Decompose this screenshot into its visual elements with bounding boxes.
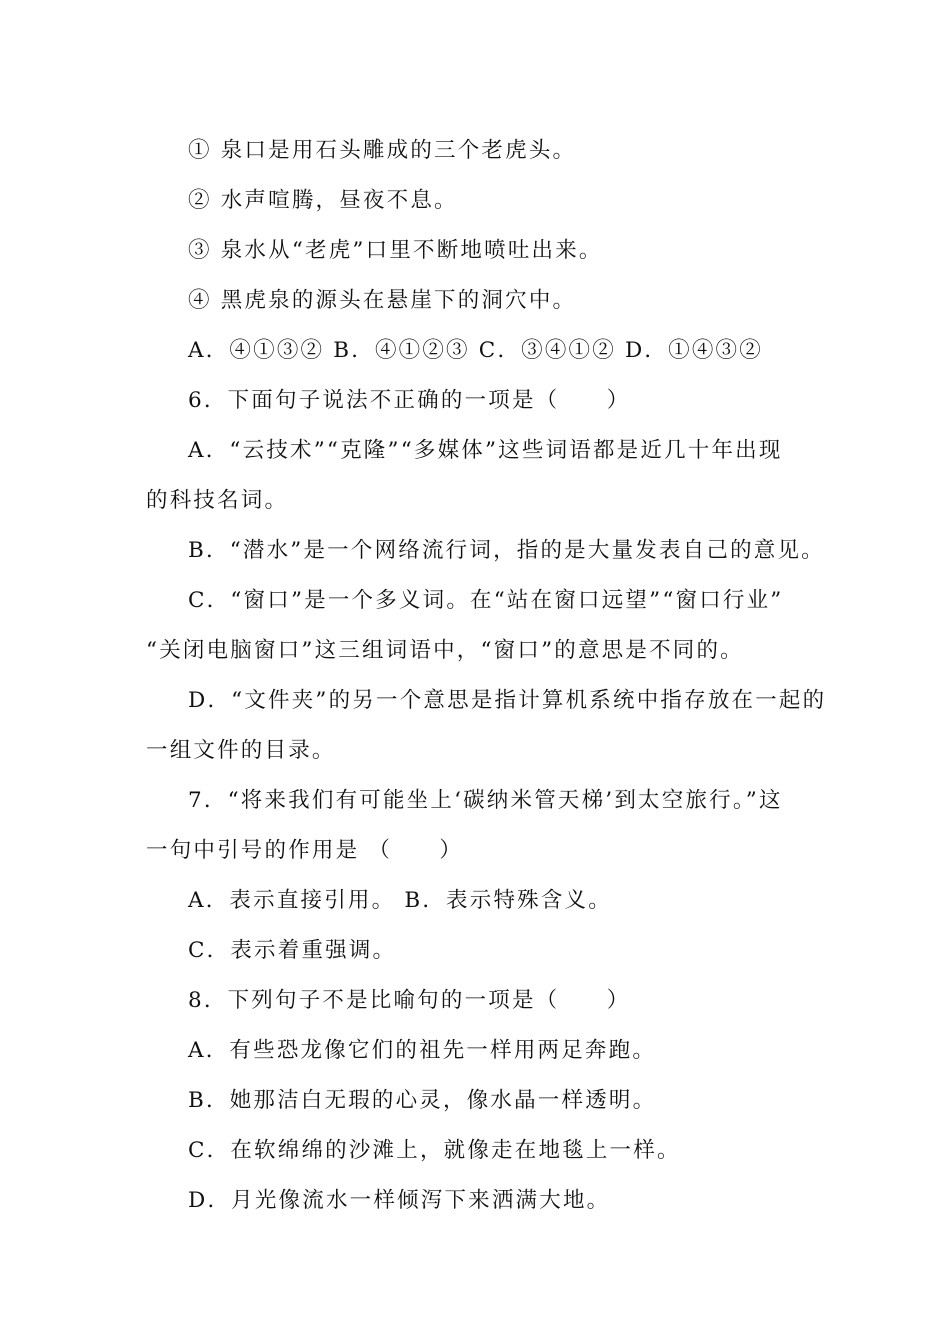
option-line-2: ② 水声喧腾，昼夜不息。 [188, 188, 458, 213]
q8-choice-d: D．月光像流水一样倾泻下来洒满大地。 [188, 1188, 611, 1213]
option-line-4: ④ 黑虎泉的源头在悬崖下的洞穴中。 [188, 288, 577, 313]
q8-choice-c: C．在软绵绵的沙滩上，就像走在地毯上一样。 [188, 1138, 681, 1163]
question-8: 8．下列句子不是比喻句的一项是（ ） [188, 988, 631, 1013]
option-line-3: ③ 泉水从“老虎”口里不断地喷吐出来。 [188, 238, 603, 263]
question-7: 7．“将来我们有可能坐上‘碳纳米管天梯’到太空旅行。”这 [188, 788, 783, 813]
q7-choices-ab: A．表示直接引用。 B．表示特殊含义。 [188, 888, 612, 913]
answer-choices-q5: A．④①③② B．④①②③ C．③④①② D．①④③② [188, 338, 763, 363]
q6-choice-a: A．“云技术”“克隆”“多媒体”这些词语都是近几十年出现 [188, 438, 783, 463]
option-line-1: ① 泉口是用石头雕成的三个老虎头。 [188, 138, 577, 163]
q6-choice-b: B．“潜水”是一个网络流行词，指的是大量发表自己的意见。 [188, 538, 825, 563]
q6-choice-c: C．“窗口”是一个多义词。在“站在窗口远望”“窗口行业” [188, 588, 784, 613]
q6-choice-a-cont: 的科技名词。 [146, 488, 289, 513]
q7-choice-c: C．表示着重强调。 [188, 938, 397, 963]
q6-choice-d: D．“文件夹”的另一个意思是指计算机系统中指存放在一起的 [188, 688, 827, 713]
q8-choice-b: B．她那洁白无瑕的心灵，像水晶一样透明。 [188, 1088, 657, 1113]
q6-choice-c-cont: “关闭电脑窗口”这三组词语中，“窗口”的意思是不同的。 [146, 638, 744, 663]
q8-choice-a: A．有些恐龙像它们的祖先一样用两足奔跑。 [188, 1038, 657, 1063]
q6-choice-d-cont: 一组文件的目录。 [146, 738, 336, 763]
question-7-cont: 一句中引号的作用是 （ ） [146, 838, 464, 863]
question-6: 6．下面句子说法不正确的一项是（ ） [188, 388, 631, 413]
